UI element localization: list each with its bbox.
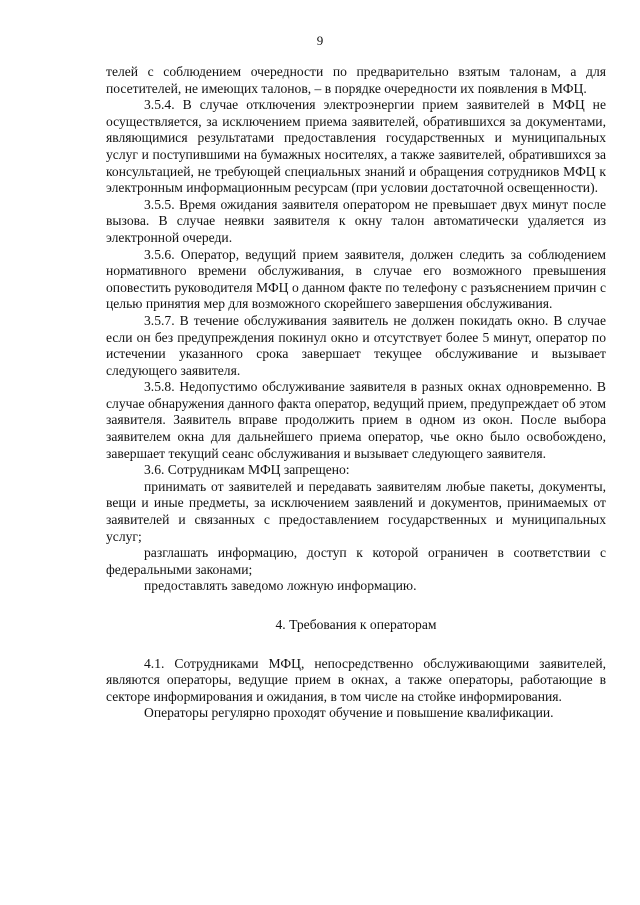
paragraph-continuation: телей с соблюдением очередности по предварительно взятым талонам, а для посетителей, не имеющих талонов, – в порядке очередности их появления в МФЦ. bbox=[106, 64, 606, 96]
prohibition-item-1: принимать от заявителей и передавать заявителям любые пакеты, документы, вещи и иные предметы, за исключением заявлений и документов, принимаемых от заявителей и связанных с предоставлением государственных и муниципальных услуг; bbox=[106, 478, 606, 544]
section-heading: 4. Требования к операторам bbox=[275, 617, 437, 632]
paragraph-training: Операторы регулярно проходят обучение и повышение квалификации. bbox=[144, 705, 554, 721]
prohibition-item-3: предоставлять заведомо ложную информацию. bbox=[144, 578, 417, 594]
paragraph-3-6: 3.6. Сотрудникам МФЦ запрещено: bbox=[144, 462, 350, 478]
paragraph-3-5-4: 3.5.4. В случае отключения электроэнергии прием заявителей в МФЦ не осуществляется, за исключением приема заявителей, обратившихся за документами, являющимися результатами предоставления государственных и муниципальных услуг и поступившими на бумажных носителях, а также заявителей, обратившихся за консультацией, не требующей специальных знаний и обращения сотрудников МФЦ к электронным информационным ресурсам (при условии достаточной освещенности). bbox=[106, 97, 606, 196]
paragraph-4-1: 4.1. Сотрудниками МФЦ, непосредственно обслуживающими заявителей, являются операторы, ведущие прием в окнах, а также операторы, работающие в секторе информирования и ожидания, в том числе на стойке информирования. bbox=[106, 655, 606, 704]
paragraph-3-5-5: 3.5.5. Время ожидания заявителя оператором не превышает двух минут после вызова. В случае неявки заявителя к окну талон автоматически удаляется из электронной очереди. bbox=[106, 196, 606, 245]
paragraph-3-5-7: 3.5.7. В течение обслуживания заявитель не должен покидать окно. В случае если он без предупреждения покинул окно и отсутствует более 5 минут, оператор по истечении указанного срока завершает текущее обслуживание и вызывает следующего заявителя. bbox=[106, 312, 606, 378]
paragraph-3-5-6: 3.5.6. Оператор, ведущий прием заявителя, должен следить за соблюдением нормативного времени обслуживания, в случае его возможного превышения оповестить руководителя МФЦ о данном факте по телефону с разъяснением причин с целью принятия мер для возможного скорейшего завершения обслуживания. bbox=[106, 246, 606, 312]
paragraph-3-5-8: 3.5.8. Недопустимо обслуживание заявителя в разных окнах одновременно. В случае обнаружения данного факта оператор, ведущий прием, предупреждает об этом заявителя. Заявитель вправе продолжить прием в одном из окон. После выбора заявителем окна для дальнейшего приема оператор, чье окно было освобождено, завершает текущий сеанс обслуживания и вызывает следующего заявителя. bbox=[106, 379, 606, 461]
document-body bbox=[106, 64, 606, 722]
page-number: 9 bbox=[316, 33, 324, 48]
prohibition-item-2: разглашать информацию, доступ к которой ограничен в соответствии с федеральными законами; bbox=[106, 545, 606, 577]
